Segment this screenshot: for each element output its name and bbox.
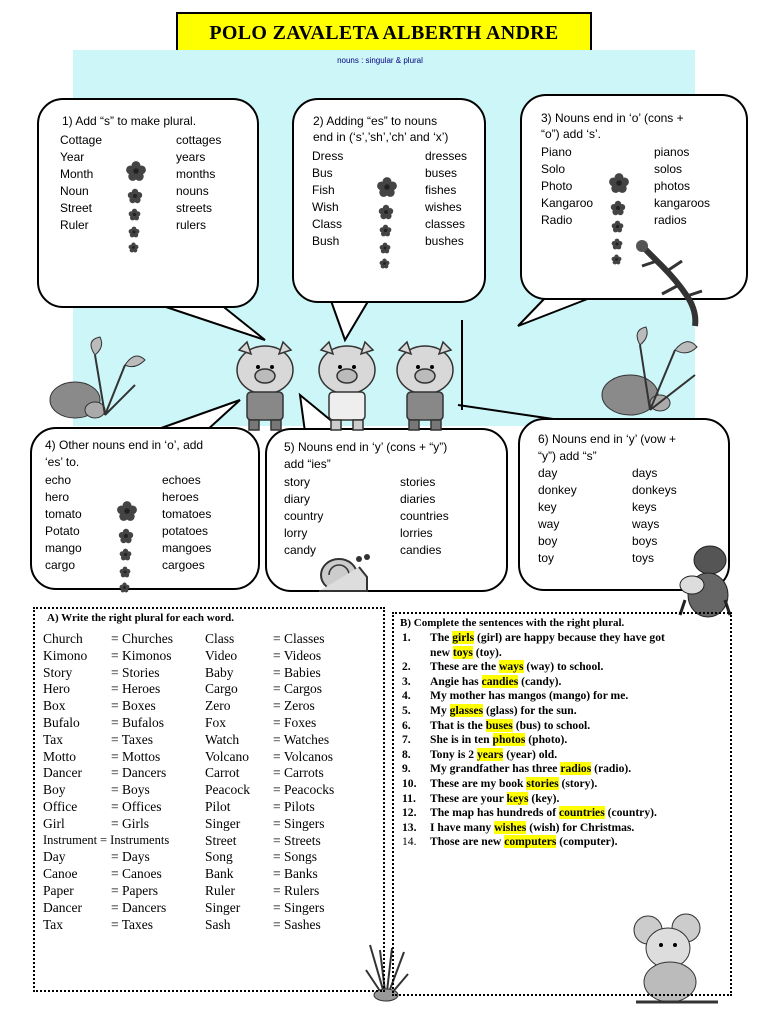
word-pair-row [520,499,728,516]
plural-word: toys [632,551,655,565]
singular-word: Cargo [205,681,238,697]
plural-exercise-row [35,917,383,934]
singular-word: Radio [541,213,573,227]
flower-icon [379,242,391,254]
plural-word: bushes [425,234,464,248]
plural-exercise-row [35,665,383,682]
flower-icon [116,500,138,522]
sentence-number: 2. [402,660,411,674]
word-pair-row [522,144,746,161]
plural-word: wishes [425,200,462,214]
plural-answer: = Pilots [273,799,315,814]
sentence-text: These are the ways (way) to school. [430,660,604,674]
flower-icon [125,160,147,182]
snail-icon [315,547,373,597]
plural-word: years [176,150,206,164]
singular-word: Street [205,832,237,848]
rule-2-heading-line1: 2) Adding “es” to nouns [313,114,438,128]
answer-highlight: countries [558,806,605,820]
plural-answer: = Taxes [111,731,154,747]
plural-answer: = Heroes [111,681,161,697]
singular-word: Paper [43,883,74,898]
word-pair-row [32,472,258,489]
singular-word: Noun [60,184,89,198]
plural-word: candies [400,543,442,557]
plural-exercise-row [35,765,383,782]
singular-word: Fox [205,715,227,730]
singular-word: Wish [312,200,339,214]
rule-5-heading-line2: add “ies” [284,457,331,471]
rule-4-heading-line2: ‘es’ to. [45,455,80,469]
plural-exercise-row [35,631,383,648]
plural-answer: = Rulers [273,883,320,898]
answer-highlight: years [476,747,504,761]
plural-answer: = Classes [273,631,325,646]
page-title: POLO ZAVALETA ALBERTH ANDRE [176,12,592,54]
plural-answer: = Singers [273,899,325,915]
plural-word: cottages [176,133,222,147]
plural-answer: = Girls [111,815,149,831]
singular-word: Bufalo [43,715,80,730]
plural-answer: = Boys [111,782,150,798]
answer-highlight: ways [499,660,524,674]
singular-word: lorry [284,526,308,540]
singular-word: Kangaroo [541,196,594,210]
plural-answer: = Taxes [111,916,154,932]
plural-answer: = Carrots [273,765,324,781]
singular-word: Zero [205,698,231,714]
rule-3-heading-line1: 3) Nouns end in ‘o’ (cons + [541,111,684,125]
singular-word: Singer [205,899,241,915]
word-pair-row [522,161,746,178]
rule-bubble-1 [37,98,259,308]
singular-word: Tax [43,916,64,932]
singular-word: Month [60,167,94,181]
plural-answer: = Videos [273,647,322,663]
plural-exercise-row [35,715,383,732]
plural-answer: = Sashes [273,916,321,932]
plural-word: classes [425,217,466,231]
plural-word: kangaroos [654,196,711,210]
pigs-icon [225,340,470,435]
sentence-text: She is in ten photos (photo). [430,733,568,747]
sentence-number: 3. [402,674,411,688]
sentence-text: My mother has mangos (mango) for me. [430,689,629,703]
plural-word: potatoes [162,524,209,538]
singular-word: Video [205,647,238,663]
sentence-number: 12. [402,806,417,820]
singular-word: Photo [541,179,573,193]
plural-exercise-row [35,698,383,715]
singular-word: Dancer [43,899,82,915]
word-pair-row [32,489,258,506]
plural-word: lorries [400,526,433,540]
rule-1-heading: 1) Add “s” to make plural. [62,114,197,128]
plural-word: rulers [176,218,207,232]
singular-word: Year [60,150,85,164]
sentence-text: I have many wishes (wish) for Christmas. [430,820,635,834]
sentence-number: 9. [402,762,411,776]
plural-answer: = Volcanos [273,748,333,764]
plural-answer: = Songs [273,849,318,865]
singular-word: Watch [205,731,240,747]
plural-answer: = Streets [273,832,321,848]
sentence-number: 13. [402,820,417,834]
plural-word: keys [632,500,657,514]
plural-answer: = Kimonos [111,647,172,663]
singular-word: Sash [205,916,231,932]
word-pair-row [294,148,484,165]
rule-4-heading-line1: 4) Other nouns end in ‘o’, add [45,438,204,452]
plural-word: buses [425,166,458,180]
plural-answer: = Boxes [111,698,156,714]
answer-highlight: wishes [494,820,527,834]
flower-icon [608,172,630,194]
singular-word: Baby [205,664,234,680]
singular-word: Kimono [43,647,88,663]
sentence-text: Tony is 2 years (year) old. [430,747,558,761]
sentence-text: That is the buses (bus) to school. [430,718,591,732]
sentence-text: My glasses (glass) for the sun. [430,704,577,717]
word-pair-row [39,183,257,200]
flower-icon [128,242,139,253]
flower-icon [611,220,624,233]
sentence-text: These are my book stories (story). [430,777,598,790]
plural-exercise-row [35,648,383,665]
singular-word: Fish [312,183,335,197]
word-pair-row [520,482,728,499]
flower-icon [611,238,623,250]
plural-answer: = Mottos [111,748,161,764]
singular-word: Bush [312,234,340,248]
plural-exercise-row [35,782,383,799]
plural-answer: = Bufalos [111,715,164,730]
word-pair-row [520,516,728,533]
plural-word: echoes [162,473,201,487]
word-pair-row [267,508,506,525]
flower-icon [118,528,134,544]
word-pair-row [39,217,257,234]
singular-word: diary [284,492,311,506]
exercise-a-box [33,607,385,992]
singular-word: Solo [541,162,566,176]
singular-word: Peacock [205,782,250,798]
sentence-text: Those are new computers (computer). [430,835,618,849]
exercise-b-heading: B) Complete the sentences with the right plural. [400,617,625,629]
singular-word: Carrot [205,765,240,781]
word-pair-row [32,557,258,574]
plural-exercise-row [35,732,383,749]
plural-answer: = Dancers [111,899,167,915]
plural-answer: = Cargos [273,681,322,697]
singular-word: Girl [43,815,65,831]
rule-bubble-4 [30,427,260,590]
page-subtitle: nouns : singular & plural [337,56,423,65]
plural-word: tomatoes [162,507,212,521]
answer-highlight: toys [452,645,473,659]
plural-word: dresses [425,149,468,163]
singular-word: cargo [45,558,76,572]
right-plant-icon [595,325,705,420]
monkey-icon [670,540,740,620]
singular-word: Tax [43,731,64,747]
singular-word: toy [538,551,555,565]
answer-highlight: girls [452,631,475,644]
sentence-number: 6. [402,718,411,732]
singular-word: Instrument [43,832,98,847]
plural-word: stories [400,475,436,489]
plural-answer: = Banks [273,866,318,882]
plural-word: ways [632,517,660,531]
plural-answer: = Churches [111,631,173,646]
sentence-text: My grandfather has three radios (radio). [430,762,632,776]
singular-word: echo [45,473,72,487]
word-pair-row [267,525,506,542]
singular-word: way [538,517,560,531]
plural-word: radios [654,213,687,227]
sentence-number: 1. [402,631,411,644]
flower-icon [611,254,622,265]
plural-answer: = Foxes [273,715,317,730]
singular-word: donkey [538,483,577,497]
plural-answer: = Offices [111,799,162,814]
flower-icon [128,226,140,238]
plural-word: fishes [425,183,457,197]
plural-word: heroes [162,490,199,504]
singular-word: Class [205,631,235,646]
plural-exercise-row [35,900,383,917]
plural-answer: = Singers [273,815,325,831]
answer-highlight: glasses [449,704,484,717]
singular-word: Story [43,664,73,680]
answer-highlight: candies [481,674,519,688]
singular-word: Office [43,799,78,814]
singular-word: country [284,509,324,523]
answer-highlight: buses [485,718,513,732]
plural-word: months [176,167,216,181]
sentence-number: 8. [402,747,411,761]
singular-word: Song [205,849,233,865]
plural-word: donkeys [632,483,677,497]
plural-answer: = Zeros [273,698,315,714]
flower-icon [610,200,626,216]
exercise-b-box [392,612,732,996]
plural-exercise-row [35,816,383,833]
plural-exercise-row [35,749,383,766]
singular-word: Cottage [60,133,103,147]
sentence-number: 10. [402,777,417,790]
singular-word: Boy [43,782,66,798]
word-pair-row [32,540,258,557]
word-pair-row [32,523,258,540]
singular-word: day [538,466,558,480]
plural-answer: = Instruments [100,832,170,847]
singular-word: Bus [312,166,333,180]
plural-word: solos [654,162,683,176]
word-pair-row [39,166,257,183]
singular-word: candy [284,543,317,557]
singular-word: Hero [43,681,70,697]
singular-word: story [284,475,311,489]
flower-icon [127,188,143,204]
flower-icon [128,208,141,221]
singular-word: Singer [205,815,241,831]
plural-answer: = Watches [273,731,330,747]
plural-answer: = Dancers [111,765,167,781]
singular-word: Motto [43,748,77,764]
left-plant-icon [35,335,155,425]
plural-word: mangoes [162,541,212,555]
word-pair-row [522,178,746,195]
answer-highlight: computers [504,835,557,849]
singular-word: key [538,500,557,514]
sentence-text: The girls (girl) are happy because they have got [430,631,665,644]
flower-icon [119,548,132,561]
plural-word: diaries [400,492,436,506]
sentence-number: 11. [402,791,416,805]
flower-icon [378,204,394,220]
plural-exercise-row [35,681,383,698]
singular-word: Box [43,698,66,714]
singular-word: Dancer [43,765,82,781]
singular-word: Piano [541,145,572,159]
plural-word: streets [176,201,213,215]
word-pair-row [39,132,257,149]
singular-word: Ruler [60,218,89,232]
answer-highlight: photos [492,733,526,747]
word-pair-row [520,465,728,482]
plural-exercise-row [35,849,383,866]
plural-exercise-row [35,833,383,850]
singular-word: Volcano [205,748,249,764]
word-pair-row [32,506,258,523]
lizard-icon [632,236,722,331]
plural-exercise-row [35,883,383,900]
singular-word: Canoe [43,866,78,882]
answer-highlight: radios [560,762,592,776]
singular-word: Dress [312,149,344,163]
singular-word: Day [43,849,66,865]
singular-word: Potato [45,524,80,538]
rule-6-heading-line1: 6) Nouns end in ‘y’ (vow + [538,432,676,446]
singular-word: Pilot [205,799,231,814]
rule-bubble-2 [292,98,486,303]
word-pair-row [267,491,506,508]
plural-answer: = Papers [111,883,158,898]
plural-word: cargoes [162,558,205,572]
sentence-number: 4. [402,689,411,703]
rule-3-heading-line2: “o”) add ‘s’. [541,127,602,141]
flower-icon [119,566,131,578]
singular-word: Class [312,217,343,231]
rule-6-heading-line2: “y”) add “s” [538,449,597,463]
sentence-text: new toys (toy). [430,645,502,659]
plural-answer: = Stories [111,664,160,680]
plural-word: photos [654,179,691,193]
sentence-text: Angie has candies (candy). [430,674,562,688]
singular-word: hero [45,490,70,504]
answer-highlight: stories [526,777,559,790]
exercise-a-heading: A) Write the right plural for each word. [47,612,234,624]
singular-word: Ruler [205,883,235,898]
plural-answer: = Peacocks [273,782,335,798]
word-pair-row [267,474,506,491]
flower-icon [379,258,390,269]
word-pair-row [522,212,746,229]
plural-word: days [632,466,658,480]
plural-exercise-row [35,866,383,883]
sentence-text: These are your keys (key). [430,791,560,805]
plural-word: boys [632,534,658,548]
word-pair-row [522,195,746,212]
rule-bubble-5 [265,428,508,592]
plural-answer: = Canoes [111,866,162,882]
rule-5-heading-line1: 5) Nouns end in ‘y’ (cons + “y”) [284,440,448,454]
word-pair-row [39,200,257,217]
singular-word: Bank [205,866,234,882]
sentence-number: 5. [402,704,411,717]
singular-word: mango [45,541,82,555]
singular-word: Street [60,201,93,215]
singular-word: tomato [45,507,82,521]
flower-icon [119,582,130,593]
flower-icon [379,224,392,237]
plural-exercise-row [35,799,383,816]
singular-word: Church [43,631,83,646]
plural-answer: = Days [111,849,150,865]
sentence-number: 14. [402,835,417,849]
plural-word: countries [400,509,449,523]
answer-highlight: keys [506,791,529,805]
plural-answer: = Babies [273,664,321,680]
word-pair-row [267,542,506,559]
plural-word: pianos [654,145,690,159]
plural-word: nouns [176,184,209,198]
rule-2-heading-line2: end in (‘s’,’sh’,’ch’ and ‘x’) [313,130,449,144]
singular-word: boy [538,534,558,548]
flower-icon [376,176,398,198]
sentence-number: 7. [402,733,411,747]
word-pair-row [39,149,257,166]
sentence-text: The map has hundreds of countries (country). [430,806,657,820]
